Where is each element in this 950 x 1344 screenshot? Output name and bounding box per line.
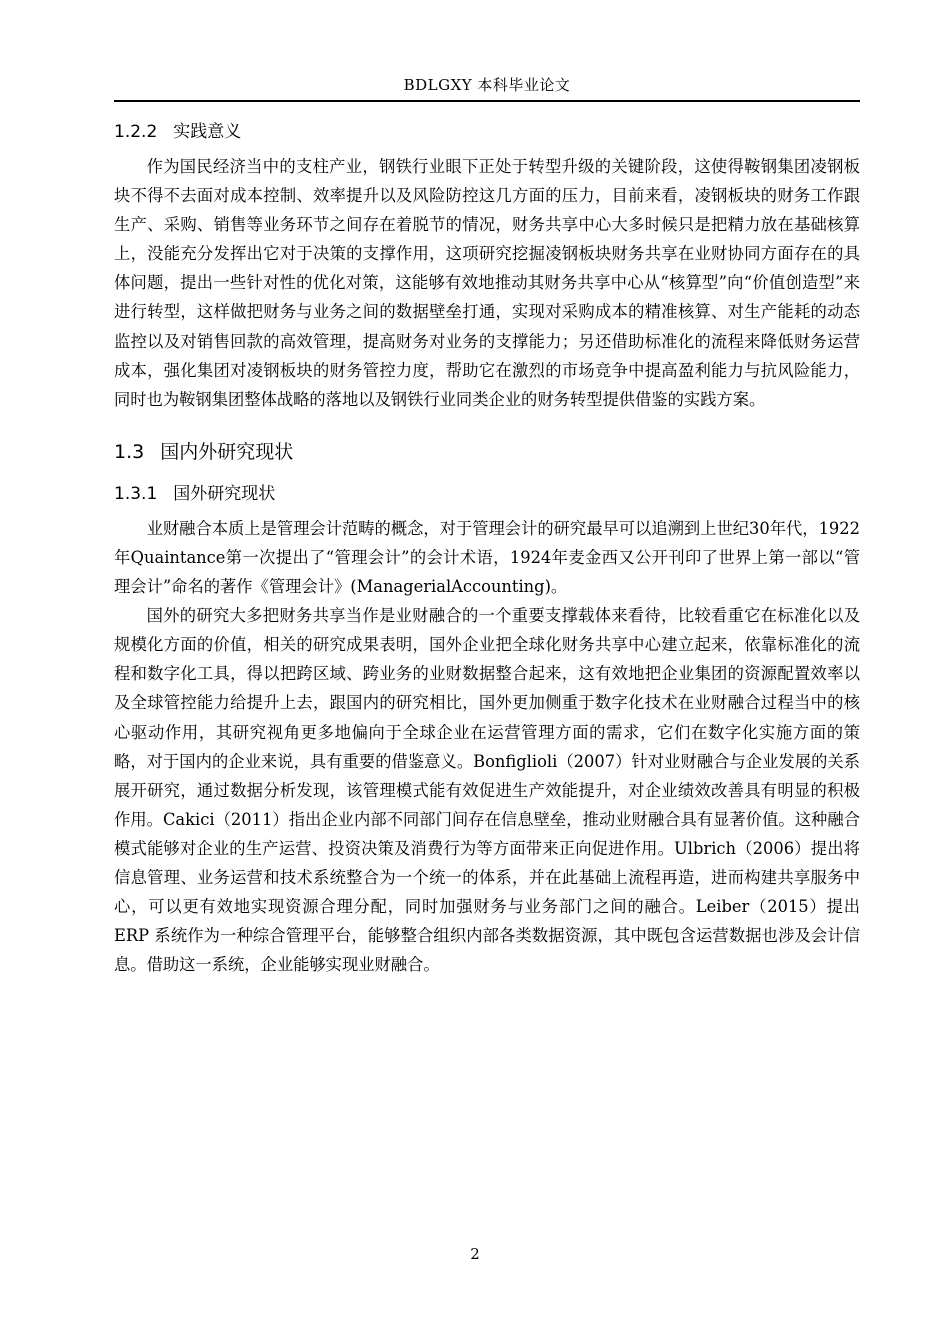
heading-text: 国内外研究现状 [160, 440, 294, 463]
heading-1-3-1 [114, 478, 860, 510]
paragraph-foreign-research-1: 业财融合本质上是管理会计范畴的概念，对于管理会计的研究最早可以追溯到上世纪30年代，1922年Quaintance第一次提出了“管理会计”的会计术语，1924年麦金西又公开刊印了世界上第一部以“管理会计”命名的著作《管理会计》(ManagerialAccounting)。 [114, 518, 861, 597]
heading-number: 1.3 [114, 440, 145, 463]
paragraph-foreign-research-2: 国外的研究大多把财务共享当作是业财融合的一个重要支撑载体来看待，比较看重它在标准化以及规模化方面的价值，相关的研究成果表明，国外企业把全球化财务共享中心建立起来，依靠标准化的流程和数字化工具，得以把跨区域、跨业务的业财数据整合起来，这有效地把企业集团的资源配置效率以及全球管控能力给提升上去，跟国内的研究相比，国外更加侧重于数字化技术在业财融合过程当中的核心驱动作用，其研究视角更多地偏向于全球企业在运营管理方面的需求，它们在数字化实施方面的策略，对于国内的企业来说，具有重要的借鉴意义。Bonfiglioli（2007）针对业财融合与企业发展的关系展开研究，通过数据分析发现，该管理模式能有效促进生产效能提升，对企业绩效改善具有明显的积极作用。Cakici（2011）指出企业内部不同部门间存在信息壁垒，推动业财融合具有显著价值。这种融合模式能够对企业的生产运营、投资决策及消费行为等方面带来正向促进作用。Ulbrich（2006）提出将信息管理、业务运营和技术系统整合为一个统一的体系，并在此基础上流程再造，进而构建共享服务中心，可以更有效地实现资源合理分配，同时加强财务与业务部门之间的融合。Leiber（2015）提出 ERP 系统作为一种综合管理平台，能够整合组织内部各类数据资源，其中既包含运营数据也涉及会计信息。借助这一系统，企业能够实现业财融合。 [114, 606, 860, 975]
paragraph-practical-significance: 作为国民经济当中的支柱产业，钢铁行业眼下正处于转型升级的关键阶段，这使得鞍钢集团凌钢板块不得不去面对成本控制、效率提升以及风险防控这几方面的压力，目前来看，凌钢板块的财务工作跟生产、采购、销售等业务环节之间存在着脱节的情况，财务共享中心大多时候只是把精力放在基础核算上，没能充分发挥出它对于决策的支撑作用，这项研究挖掘凌钢板块财务共享在业财协同方面存在的具体问题，提出一些针对性的优化对策，这能够有效地推动其财务共享中心从“核算型”向“价值创造型”来进行转型，这样做把财务与业务之间的数据壁垒打通，实现对采购成本的精准核算、对生产能耗的动态监控以及对销售回款的高效管理，提高财务对业务的支撑能力；另还借助标准化的流程来降低财务运营成本，强化集团对凌钢板块的财务管控力度，帮助它在激烈的市场竞争中提高盈利能力与抗风险能力，同时也为鞍钢集团整体战略的落地以及钢铁行业同类企业的财务转型提供借鉴的实践方案。 [114, 157, 860, 409]
page-body [114, 116, 860, 979]
header-rule [114, 100, 860, 102]
running-header: BDLGXY 本科毕业论文 [403, 76, 571, 94]
heading-1-2-2 [114, 116, 860, 148]
heading-number: 1.2.2 [114, 122, 158, 142]
page-number: 2 [470, 1245, 480, 1263]
heading-text: 实践意义 [173, 122, 242, 142]
heading-text: 国外研究现状 [173, 483, 276, 504]
heading-1-3 [114, 434, 860, 470]
heading-number: 1.3.1 [114, 483, 158, 504]
